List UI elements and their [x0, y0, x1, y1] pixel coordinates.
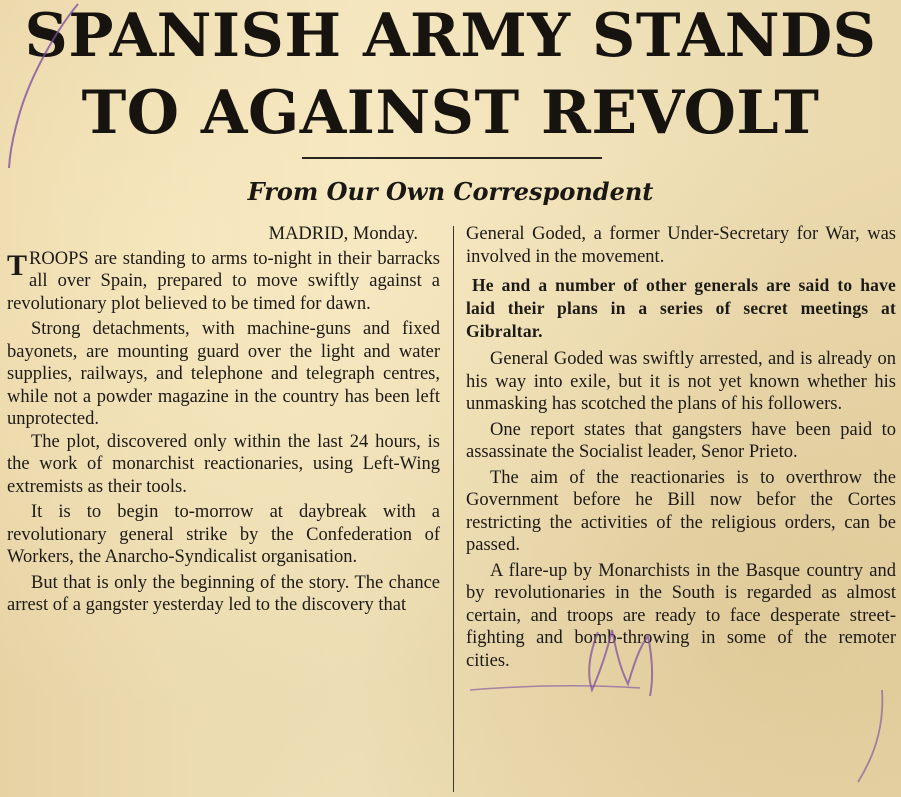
drop-cap: T [7, 248, 28, 282]
paragraph-6: General Goded, a former Under-Secretary for War, was involved in the movement. [466, 224, 896, 267]
paragraph-2: Strong detachments, with machine-guns and fixed bayonets, are mounting guard over the light and water supplies, railways, and telephone and telegraph centres, while not a powder magazine in the country has been left unprotected. [7, 319, 440, 429]
paragraph-4: It is to begin to-morrow at daybreak with a revolutionary general strike by the Confederation of Workers, the Anarcho-Syndicalist organisation. [7, 502, 440, 567]
pencil-edge-mark [858, 690, 882, 782]
left-column [7, 223, 440, 617]
paragraph-9: The aim of the reactionaries is to overthrow the Government before he Bill now befor the Cortes restricting the activities of the religious orders, can be passed. [466, 467, 896, 555]
paragraph-1 [7, 248, 440, 316]
headline-rule [302, 157, 602, 159]
pencil-underline-mark [470, 686, 640, 690]
paragraph-3: The plot, discovered only within the last 24 hours, is the work of monarchist reactionaries, using Left-Wing extremists as their tools. [7, 431, 440, 497]
byline: From Our Own Correspondent [247, 177, 654, 206]
headline-line-1: SPANISH ARMY STANDS [24, 1, 877, 71]
paragraph-8: One report states that gangsters have been paid to assassinate the Socialist leader, Senor Prieto. [466, 419, 896, 462]
bold-paragraph: He and a number of other generals are said to have laid their plans in a series of secret meetings at Gibraltar. [466, 275, 896, 341]
headline-line-2: TO AGAINST REVOLT [81, 78, 820, 148]
paragraph-1-text: ROOPS are standing to arms to-night in their barracks all over Spain, prepared to move swiftly against a revolutionary plot believed to be timed for dawn. [7, 248, 440, 314]
column-divider [453, 226, 454, 792]
right-column [466, 223, 896, 672]
paragraph-5: But that is only the beginning of the story. The chance arrest of a gangster yesterday led to the discovery that [7, 572, 440, 615]
paragraph-7: General Goded was swiftly arrested, and is already on his way into exile, but it is not yet known whether his unmasking has scotched the plans of his followers. [466, 349, 896, 414]
dateline: MADRID, Monday. [268, 224, 418, 244]
paragraph-10: A flare-up by Monarchists in the Basque country and by revolutionaries in the South is regarded as almost certain, and troops are ready to face desperate street-fighting and bomb-throwing in some of the remoter cities. [466, 560, 896, 671]
